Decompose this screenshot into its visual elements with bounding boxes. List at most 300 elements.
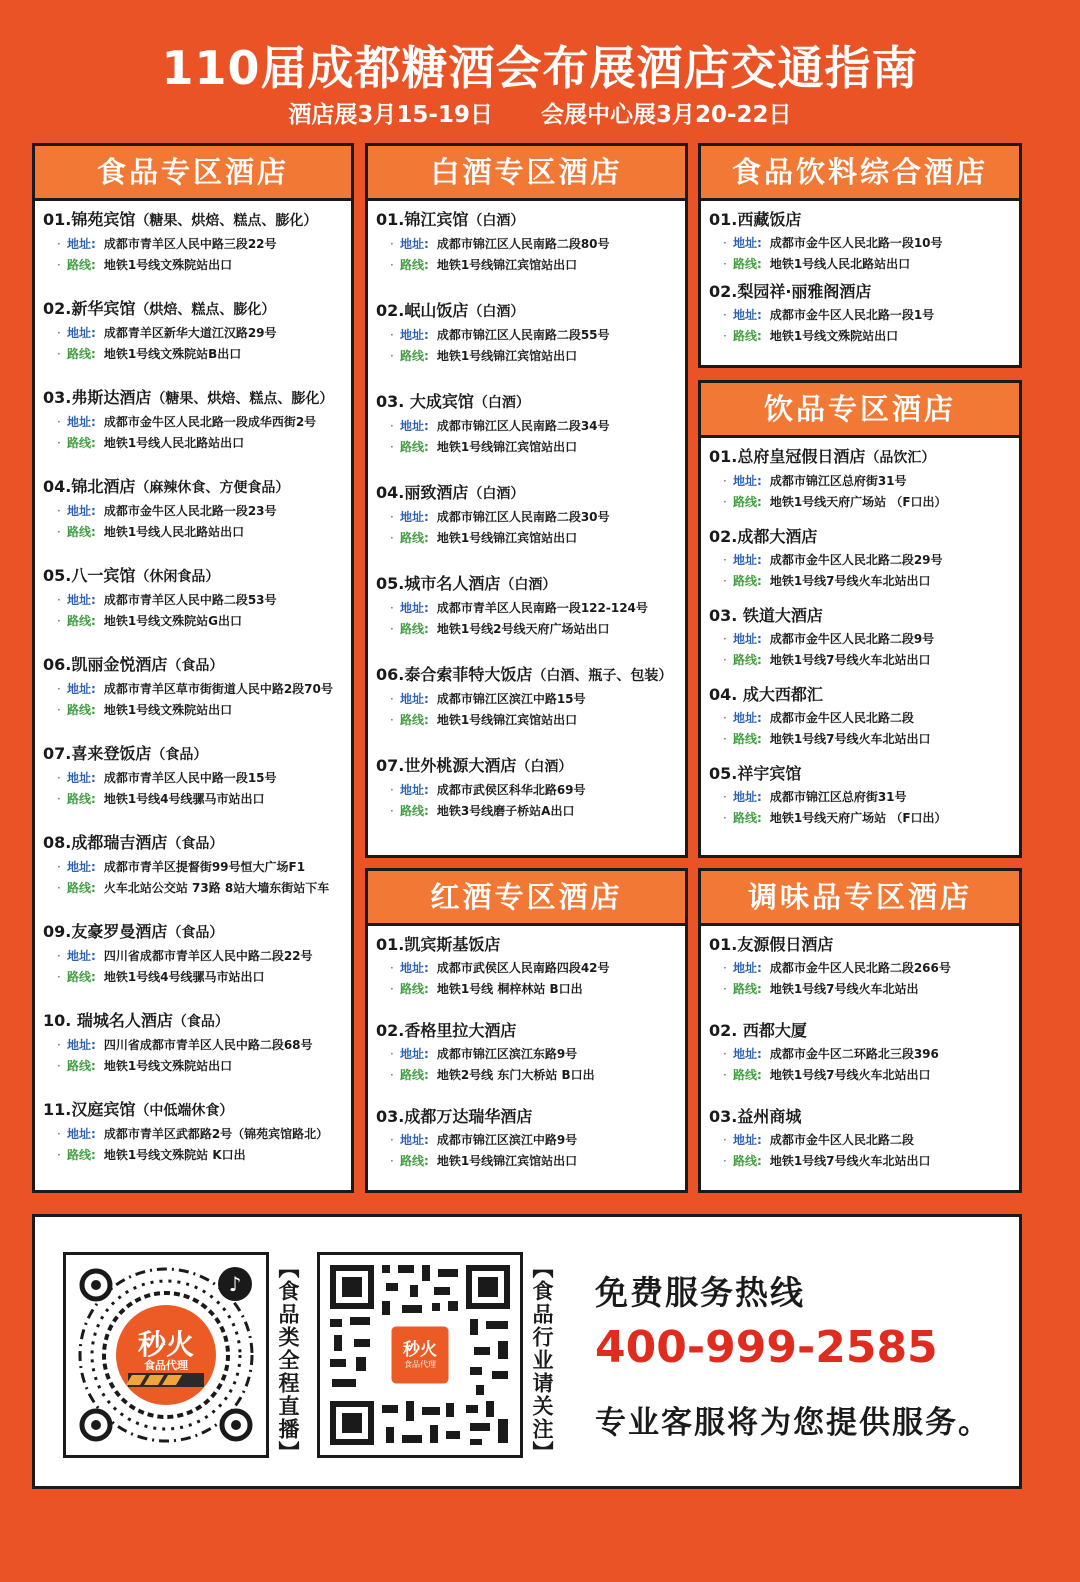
hotel-route-label: 路线: xyxy=(733,329,762,343)
hotel-address xyxy=(43,946,351,967)
hotel-category: （麻辣休食、方便食品） xyxy=(135,480,290,496)
footer-section xyxy=(32,1214,1022,1489)
hotel-entry xyxy=(43,1008,351,1077)
hotel-route xyxy=(376,801,685,822)
hotel-entry xyxy=(43,830,351,899)
hotel-address-label: 地址: xyxy=(400,1047,429,1061)
hotel-entry xyxy=(376,389,685,458)
hotel-entry xyxy=(709,1018,1019,1086)
hotel-route-value: 地铁1号线7号线火车北站出口 xyxy=(769,1068,931,1082)
hotel-entry xyxy=(376,298,685,367)
hotel-address-value: 成都市青羊区人民中路一段15号 xyxy=(103,771,277,785)
hotel-category: （中低端休食） xyxy=(135,1103,234,1119)
hotel-address xyxy=(376,689,685,710)
hotel-address xyxy=(709,708,1019,729)
entry-list xyxy=(368,926,685,1172)
hotel-entry xyxy=(43,652,351,721)
hotel-name-text: 07.喜来登饭店 xyxy=(43,744,152,763)
hotline-number[interactable]: 400-999-2585 xyxy=(595,1322,938,1373)
hotel-route xyxy=(43,700,351,721)
panel-baijiu xyxy=(365,143,688,858)
hotel-name xyxy=(43,474,351,501)
entry-list xyxy=(701,926,1019,1172)
hotel-address-value: 成都市金牛区人民北路二段29号 xyxy=(769,553,943,567)
hotel-entry xyxy=(709,279,1019,347)
hotel-address-label: 地址: xyxy=(400,692,429,706)
hotel-address xyxy=(43,679,351,700)
hotel-address xyxy=(376,325,685,346)
hotel-route-value: 地铁1号线7号线火车北站出口 xyxy=(769,574,931,588)
hotel-name-text: 03. 铁道大酒店 xyxy=(709,606,823,625)
qr2-caption: 【食品行业请关注】 xyxy=(530,1257,554,1464)
hotel-name xyxy=(376,571,685,598)
hotline-label: 免费服务热线 xyxy=(595,1273,805,1312)
hotel-route-label: 路线: xyxy=(67,258,96,272)
hotel-route-label: 路线: xyxy=(400,1068,429,1082)
hotel-name-text: 01.凯宾斯基饭店 xyxy=(376,935,501,954)
hotel-name-text: 01.友源假日酒店 xyxy=(709,935,834,954)
hotel-name-text: 09.友豪罗曼酒店 xyxy=(43,922,168,941)
hotel-entry xyxy=(43,1097,351,1166)
hotel-address xyxy=(43,1124,351,1145)
hotel-address-label: 地址: xyxy=(400,237,429,251)
hotel-route xyxy=(376,619,685,640)
hotel-address xyxy=(376,598,685,619)
hotel-address-value: 成都市金牛区人民北路二段9号 xyxy=(769,632,935,646)
hotel-entry xyxy=(709,761,1019,829)
hotel-entry xyxy=(709,932,1019,1000)
wechat-qr-code[interactable] xyxy=(317,1252,523,1458)
hotel-address-label: 地址: xyxy=(733,632,762,646)
hotel-address xyxy=(43,1035,351,1056)
entry-list xyxy=(701,201,1019,347)
hotel-route-value: 火车北站公交站 73路 8站大墙东街站下车 xyxy=(103,881,330,895)
hotel-name xyxy=(709,279,1019,305)
hotel-route xyxy=(709,1151,1019,1172)
hotel-address-value: 成都市武侯区人民南路四段42号 xyxy=(436,961,610,975)
hotel-route-value: 地铁1号线锦江宾馆站出口 xyxy=(436,531,578,545)
logo-subtext: 食品代理 xyxy=(144,1359,188,1372)
hotel-name xyxy=(709,1104,1019,1130)
hotel-name xyxy=(376,480,685,507)
hotel-route-value: 地铁1号线7号线火车北站出口 xyxy=(769,653,931,667)
hotel-route-value: 地铁1号线2号线天府广场站出口 xyxy=(436,622,610,636)
hotel-name xyxy=(43,1097,351,1124)
hotel-name xyxy=(376,662,685,689)
hotel-route-label: 路线: xyxy=(400,440,429,454)
hotel-category: （白酒） xyxy=(468,213,525,229)
hotel-address-value: 成都市锦江区总府街31号 xyxy=(769,474,907,488)
hotel-address xyxy=(709,1130,1019,1151)
hotel-route-value: 地铁1号线文殊院站 K口出 xyxy=(103,1148,246,1162)
hotel-category: （糖果、烘焙、糕点、膨化） xyxy=(151,391,334,407)
hotel-address xyxy=(376,416,685,437)
hotel-route-label: 路线: xyxy=(67,436,96,450)
hotel-route xyxy=(43,878,351,899)
hotel-address-value: 成都市青羊区武都路2号（锦苑宾馆路北） xyxy=(103,1127,329,1141)
hotel-entry xyxy=(376,480,685,549)
hotel-address-label: 地址: xyxy=(400,961,429,975)
hotel-route-value: 地铁1号线天府广场站 （F口出） xyxy=(769,811,947,825)
hotel-name xyxy=(376,389,685,416)
hotel-address-value: 成都市金牛区人民北路二段 xyxy=(769,711,914,725)
hotel-route-label: 路线: xyxy=(400,713,429,727)
hotel-entry xyxy=(709,444,1019,513)
panel-food xyxy=(32,143,354,1193)
panel-seasoning xyxy=(698,868,1022,1193)
hotel-route-value: 地铁1号线7号线火车北站出口 xyxy=(769,1154,931,1168)
hotel-entry xyxy=(376,932,685,1000)
hotel-address-value: 成都市金牛区人民北路二段 xyxy=(769,1133,914,1147)
hotel-name xyxy=(43,652,351,679)
hotel-address-label: 地址: xyxy=(733,308,762,322)
hotel-name-text: 03.弗斯达酒店 xyxy=(43,388,152,407)
hotel-route xyxy=(376,1151,685,1172)
hotel-address-value: 成都市锦江区总府街31号 xyxy=(769,790,907,804)
hotel-route xyxy=(709,571,1019,592)
hotel-name-text: 08.成都瑞吉酒店 xyxy=(43,833,168,852)
hotel-address-label: 地址: xyxy=(67,326,96,340)
hotel-route-label: 路线: xyxy=(67,970,96,984)
hotel-route-value: 地铁1号线文殊院站出口 xyxy=(769,329,899,343)
hotel-route-label: 路线: xyxy=(400,349,429,363)
hotel-address-label: 地址: xyxy=(733,236,762,250)
hotel-address xyxy=(376,507,685,528)
hotel-route-value: 地铁1号线文殊院站出口 xyxy=(103,258,233,272)
hotel-route xyxy=(709,1065,1019,1086)
hotel-route-label: 路线: xyxy=(400,258,429,272)
hotel-address-value: 成都市锦江区人民南路二段55号 xyxy=(436,328,610,342)
hotel-name-text: 02.成都大酒店 xyxy=(709,527,818,546)
hotel-route xyxy=(43,967,351,988)
hotel-category: （糖果、烘焙、糕点、膨化） xyxy=(135,213,318,229)
hotel-address-label: 地址: xyxy=(67,1127,96,1141)
hotel-address xyxy=(709,787,1019,808)
hotel-route-value: 地铁1号线锦江宾馆站出口 xyxy=(436,258,578,272)
hotel-category: （食品） xyxy=(172,1014,229,1030)
hotel-category: （食品） xyxy=(167,836,224,852)
hotel-category: （白酒） xyxy=(516,759,573,775)
hotel-route-value: 地铁1号线锦江宾馆站出口 xyxy=(436,713,578,727)
hotel-address xyxy=(43,501,351,522)
hotel-name xyxy=(709,524,1019,550)
hotel-route xyxy=(376,710,685,731)
hotel-category: （烘焙、糕点、膨化） xyxy=(135,302,276,318)
hotel-entry xyxy=(43,563,351,632)
hotel-name xyxy=(43,296,351,323)
hotel-address xyxy=(43,857,351,878)
hotel-address-label: 地址: xyxy=(733,474,762,488)
hotel-route xyxy=(376,528,685,549)
hotel-route-value: 地铁2号线 东门大桥站 B口出 xyxy=(436,1068,595,1082)
hotel-name xyxy=(376,1104,685,1130)
hotel-name xyxy=(709,1018,1019,1044)
hotel-address xyxy=(43,768,351,789)
hotel-route xyxy=(376,1065,685,1086)
hotel-route xyxy=(43,1056,351,1077)
hotel-route-value: 地铁1号线人民北路站出口 xyxy=(103,436,245,450)
hotel-address-label: 地址: xyxy=(67,860,96,874)
hotel-address-value: 成都市锦江区人民南路二段34号 xyxy=(436,419,610,433)
hotel-address-value: 成都市金牛区二环路北三段396 xyxy=(769,1047,939,1061)
hotel-route-value: 地铁1号线文殊院站B出口 xyxy=(103,347,242,361)
hotel-address xyxy=(43,590,351,611)
douyin-qr-code[interactable] xyxy=(63,1252,269,1458)
hotel-route-value: 地铁1号线文殊院站出口 xyxy=(103,1059,233,1073)
logo-text: 秒火 xyxy=(137,1328,194,1361)
hotel-route-label: 路线: xyxy=(67,525,96,539)
hotel-route-label: 路线: xyxy=(67,614,96,628)
hotel-address-label: 地址: xyxy=(67,1038,96,1052)
hotel-address xyxy=(376,958,685,979)
hotel-route-value: 地铁1号线锦江宾馆站出口 xyxy=(436,440,578,454)
hotel-entry xyxy=(709,1104,1019,1172)
hotel-address-value: 成都市武侯区科华北路69号 xyxy=(436,783,586,797)
hotel-route xyxy=(43,344,351,365)
hotel-address-value: 成都市锦江区滨江东路9号 xyxy=(436,1047,578,1061)
hotel-route-label: 路线: xyxy=(733,495,762,509)
hotel-entry xyxy=(43,385,351,454)
hotel-name-text: 07.世外桃源大酒店 xyxy=(376,756,517,775)
hotel-category: （食品） xyxy=(167,658,224,674)
hotel-category: （休闲食品） xyxy=(135,569,220,585)
hotel-name xyxy=(43,563,351,590)
hotel-name xyxy=(709,761,1019,787)
hotel-route-label: 路线: xyxy=(67,792,96,806)
hotel-address-value: 成都市金牛区人民北路一段成华西街2号 xyxy=(103,415,317,429)
hotel-address xyxy=(709,629,1019,650)
hotline-description: 专业客服将为您提供服务。 xyxy=(595,1405,991,1441)
panel-title: 饮品专区酒店 xyxy=(701,383,1019,438)
hotel-route-label: 路线: xyxy=(400,804,429,818)
hotel-address xyxy=(709,1044,1019,1065)
panel-title: 食品饮料综合酒店 xyxy=(701,146,1019,201)
hotel-category: （品饮汇） xyxy=(865,450,936,466)
hotel-entry xyxy=(709,207,1019,275)
panel-title: 红酒专区酒店 xyxy=(368,871,685,926)
hotel-route-value: 地铁1号线人民北路站出口 xyxy=(769,257,911,271)
panel-title: 白酒专区酒店 xyxy=(368,146,685,201)
hotel-route xyxy=(709,254,1019,275)
hotel-entry xyxy=(709,603,1019,671)
hotel-route-label: 路线: xyxy=(400,531,429,545)
hotel-route-value: 地铁1号线天府广场站 （F口出） xyxy=(769,495,947,509)
panel-title: 调味品专区酒店 xyxy=(701,871,1019,926)
hotel-route xyxy=(709,808,1019,829)
hotel-address-label: 地址: xyxy=(400,601,429,615)
hotel-route xyxy=(709,492,1019,513)
hotel-address-label: 地址: xyxy=(733,711,762,725)
hotel-name xyxy=(709,444,1019,471)
page-title: 110届成都糖酒会布展酒店交通指南 xyxy=(161,41,919,95)
hotel-name-text: 11.汉庭宾馆 xyxy=(43,1100,136,1119)
tiktok-icon: ♪ xyxy=(218,1267,252,1301)
hotel-entry xyxy=(376,571,685,640)
hotel-address xyxy=(709,233,1019,254)
entry-list xyxy=(701,438,1019,829)
panel-title: 食品专区酒店 xyxy=(35,146,351,201)
page-subtitle: 酒店展3月15-19日 会展中心展3月20-22日 xyxy=(288,102,792,128)
hotel-address xyxy=(376,1044,685,1065)
hotel-address-value: 成都市锦江区人民南路二段30号 xyxy=(436,510,610,524)
hotel-route xyxy=(43,255,351,276)
hotel-category: （白酒） xyxy=(468,304,525,320)
hotel-address-label: 地址: xyxy=(400,328,429,342)
hotel-address xyxy=(43,234,351,255)
hotel-name xyxy=(376,932,685,958)
hotel-name-text: 02.香格里拉大酒店 xyxy=(376,1021,517,1040)
entry-list xyxy=(35,201,351,1166)
hotel-route xyxy=(376,437,685,458)
hotel-route-label: 路线: xyxy=(733,574,762,588)
panel-wine xyxy=(365,868,688,1193)
hotel-entry xyxy=(376,207,685,276)
hotel-category: （白酒） xyxy=(468,486,525,502)
hotel-address-label: 地址: xyxy=(67,237,96,251)
hotel-name-text: 05.祥宇宾馆 xyxy=(709,764,802,783)
hotel-address-label: 地址: xyxy=(400,1133,429,1147)
hotel-entry xyxy=(43,296,351,365)
hotel-route-label: 路线: xyxy=(733,1068,762,1082)
hotel-address-label: 地址: xyxy=(733,1047,762,1061)
hotel-name xyxy=(376,298,685,325)
hotel-name-text: 05.八一宾馆 xyxy=(43,566,136,585)
hotel-address xyxy=(376,234,685,255)
hotel-name xyxy=(43,385,351,412)
hotel-address-label: 地址: xyxy=(733,1133,762,1147)
hotel-address-value: 成都市金牛区人民北路一段10号 xyxy=(769,236,943,250)
hotel-address xyxy=(376,1130,685,1151)
hotel-address-label: 地址: xyxy=(67,682,96,696)
hotel-address-label: 地址: xyxy=(400,510,429,524)
hotel-address-value: 成都市锦江区滨江中路9号 xyxy=(436,1133,578,1147)
hotel-route-value: 地铁1号线4号线骡马市站出口 xyxy=(103,792,265,806)
hotel-route xyxy=(376,979,685,1000)
hotel-route-value: 地铁1号线锦江宾馆站出口 xyxy=(436,349,578,363)
hotel-route xyxy=(709,979,1019,1000)
qr1-caption: 【食品类全程直播】 xyxy=(276,1257,300,1464)
hotel-category: （白酒、瓶子、包装） xyxy=(532,668,673,684)
hotel-address-label: 地址: xyxy=(67,593,96,607)
hotel-address-value: 成都市青羊区人民中路三段22号 xyxy=(103,237,277,251)
hotel-address-value: 四川省成都市青羊区人民中路二段68号 xyxy=(103,1038,313,1052)
entry-list xyxy=(368,201,685,822)
hotel-name-text: 01.总府皇冠假日酒店 xyxy=(709,447,866,466)
panel-drinks xyxy=(698,380,1022,858)
hotel-entry xyxy=(709,682,1019,750)
hotel-name xyxy=(376,1018,685,1044)
hotel-route-value: 地铁1号线4号线骡马市站出口 xyxy=(103,970,265,984)
hotel-route xyxy=(43,611,351,632)
hotel-route-value: 地铁1号线文殊院站G出口 xyxy=(103,614,243,628)
hotel-name-text: 02.岷山饭店 xyxy=(376,301,469,320)
hotel-address-label: 地址: xyxy=(733,790,762,804)
hotel-address-value: 成都市锦江区人民南路二段80号 xyxy=(436,237,610,251)
hotel-address xyxy=(709,958,1019,979)
hotel-address xyxy=(43,323,351,344)
hotel-name-text: 04.丽致酒店 xyxy=(376,483,469,502)
hotel-route-label: 路线: xyxy=(67,703,96,717)
hotel-route xyxy=(709,326,1019,347)
hotel-route xyxy=(709,729,1019,750)
hotel-name-text: 01.锦江宾馆 xyxy=(376,210,469,229)
hotel-route xyxy=(376,255,685,276)
hotel-route-label: 路线: xyxy=(67,881,96,895)
hotel-address-value: 成都市金牛区人民北路二段266号 xyxy=(769,961,951,975)
hotel-address-value: 成都市锦江区滨江中路15号 xyxy=(436,692,586,706)
hotel-name-text: 03. 大成宾馆 xyxy=(376,392,474,411)
hotel-route-label: 路线: xyxy=(733,732,762,746)
hotel-route xyxy=(43,522,351,543)
hotel-route-label: 路线: xyxy=(400,982,429,996)
hotel-name xyxy=(43,741,351,768)
hotel-address-value: 成都市青羊区人民南路一段122-124号 xyxy=(436,601,648,615)
qr-logo-subtext: 食品代理 xyxy=(404,1360,436,1369)
hotel-address-value: 成都市金牛区人民北路一段23号 xyxy=(103,504,277,518)
hotel-name-text: 10. 瑞城名人酒店 xyxy=(43,1011,173,1030)
hotel-address-value: 成都市青羊区提督街99号恒大广场F1 xyxy=(103,860,306,874)
hotel-name-text: 01.锦苑宾馆 xyxy=(43,210,136,229)
hotel-address-label: 地址: xyxy=(67,415,96,429)
hotel-route-label: 路线: xyxy=(733,257,762,271)
hotel-route xyxy=(43,789,351,810)
hotel-name xyxy=(43,1008,351,1035)
hotel-address-value: 成都青羊区新华大道江汉路29号 xyxy=(103,326,277,340)
hotel-route xyxy=(709,650,1019,671)
hotel-name-text: 03.益州商城 xyxy=(709,1107,802,1126)
hotel-address-label: 地址: xyxy=(400,419,429,433)
hotel-name xyxy=(43,919,351,946)
hotel-name xyxy=(376,753,685,780)
qr-logo-text: 秒火 xyxy=(403,1340,437,1360)
hotel-category: （食品） xyxy=(167,925,224,941)
hotel-address-label: 地址: xyxy=(733,553,762,567)
hotel-name-text: 04. 成大西都汇 xyxy=(709,685,823,704)
hotel-route xyxy=(376,346,685,367)
hotel-address xyxy=(376,780,685,801)
hotel-route-label: 路线: xyxy=(400,622,429,636)
hotel-name xyxy=(709,932,1019,958)
hotel-name-text: 06.泰合索菲特大饭店 xyxy=(376,665,533,684)
hotel-name xyxy=(43,830,351,857)
hotel-route-value: 地铁1号线 桐梓林站 B口出 xyxy=(436,982,583,996)
hotel-name xyxy=(709,603,1019,629)
hotel-route-label: 路线: xyxy=(67,1148,96,1162)
panel-comprehensive xyxy=(698,143,1022,368)
hotel-address-label: 地址: xyxy=(67,949,96,963)
hotel-address-label: 地址: xyxy=(400,783,429,797)
hotel-address-value: 四川省成都市青羊区人民中路二段22号 xyxy=(103,949,313,963)
header xyxy=(0,0,1080,130)
hotel-category: （白酒） xyxy=(473,395,530,411)
hotel-address-label: 地址: xyxy=(733,961,762,975)
hotel-route-value: 地铁1号线文殊院站出口 xyxy=(103,703,233,717)
hotel-route-value: 地铁1号线人民北路站出口 xyxy=(103,525,245,539)
hotel-address-label: 地址: xyxy=(67,504,96,518)
hotel-entry xyxy=(43,919,351,988)
hotel-address-value: 成都市金牛区人民北路一段1号 xyxy=(769,308,935,322)
hotel-address xyxy=(709,550,1019,571)
hotel-route-label: 路线: xyxy=(67,1059,96,1073)
hotel-address xyxy=(709,471,1019,492)
hotel-entry xyxy=(376,753,685,822)
hotel-name-text: 06.凯丽金悦酒店 xyxy=(43,655,168,674)
hotel-route-value: 地铁1号线7号线火车北站出口 xyxy=(769,732,931,746)
hotel-entry xyxy=(376,1104,685,1172)
hotel-address-label: 地址: xyxy=(67,771,96,785)
hotel-name-text: 02.新华宾馆 xyxy=(43,299,136,318)
hotel-name xyxy=(709,207,1019,233)
